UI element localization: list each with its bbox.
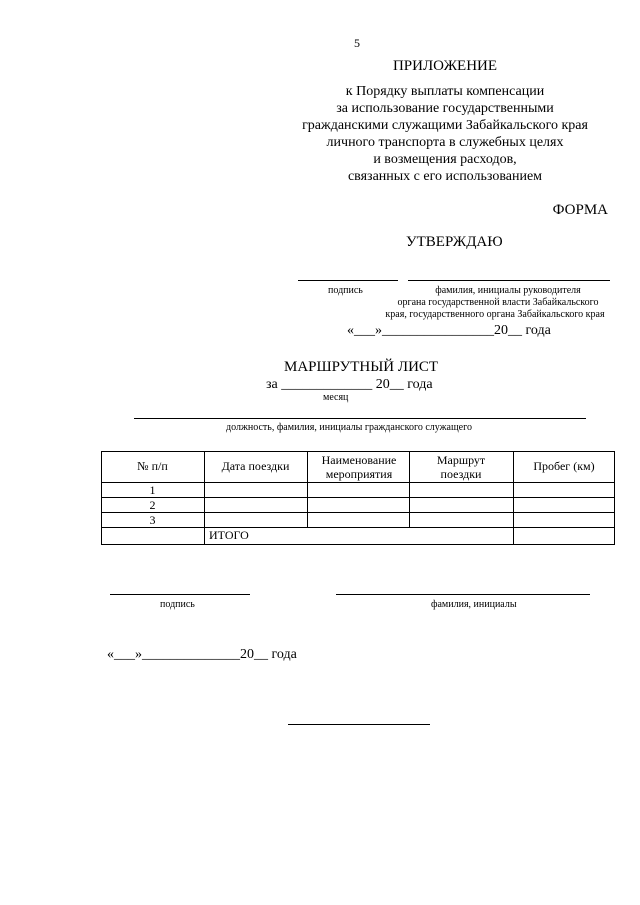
approval-name-caption-2: органа государственной власти Забайкальского [397,297,599,308]
footer-name-caption: фамилия, инициалы [431,599,517,610]
bottom-separator [288,724,430,725]
position-line [134,418,586,419]
appendix-title: ПРИЛОЖЕНИЕ [392,58,498,74]
col-header-number: № п/п [137,459,168,473]
appendix-line-1: к Порядку выплаты компенсации [345,84,545,99]
appendix-line-2: за использование государственными [336,101,554,116]
position-caption: должность, фамилия, инициалы гражданского служащего [226,422,472,433]
route-sheet-title: МАРШРУТНЫЙ ЛИСТ [284,359,439,375]
approval-signature-caption: подпись [328,285,363,296]
footer-name-line [336,594,590,595]
approval-name-line [408,280,610,281]
page-number: 5 [354,36,360,50]
month-caption: месяц [323,392,349,403]
footer-signature-caption: подпись [160,599,195,610]
row-number-1: 1 [149,483,156,497]
row-number-2: 2 [149,498,156,512]
footer-date-line: «___»______________20__ года [107,647,297,662]
route-sheet-period: за _____________ 20__ года [266,377,433,392]
col-header-route: Маршрут поездки [436,453,486,481]
approval-name-caption-1: фамилия, инициалы руководителя [435,285,581,296]
approval-signature-line [298,280,398,281]
form-label: ФОРМА [552,202,608,218]
col-header-event: Наименование мероприятия [321,453,397,481]
row-number-3: 3 [149,513,156,527]
approval-heading: УТВЕРЖДАЮ [406,234,503,250]
approval-name-caption-3: края, государственного органа Забайкальского края [385,309,605,320]
appendix-line-6: связанных с его использованием [347,169,543,184]
footer-signature-line [110,594,250,595]
total-label: ИТОГО [209,528,249,542]
route-table [101,451,615,545]
col-header-mileage: Пробег (км) [533,459,595,473]
appendix-line-3: гражданскими служащими Забайкальского края [302,118,588,133]
appendix-line-5: и возмещения расходов, [373,152,517,167]
approval-date-line: «___»________________20__ года [347,323,551,338]
col-header-date: Дата поездки [221,459,290,473]
appendix-line-4: личного транспорта в служебных целях [326,135,564,150]
